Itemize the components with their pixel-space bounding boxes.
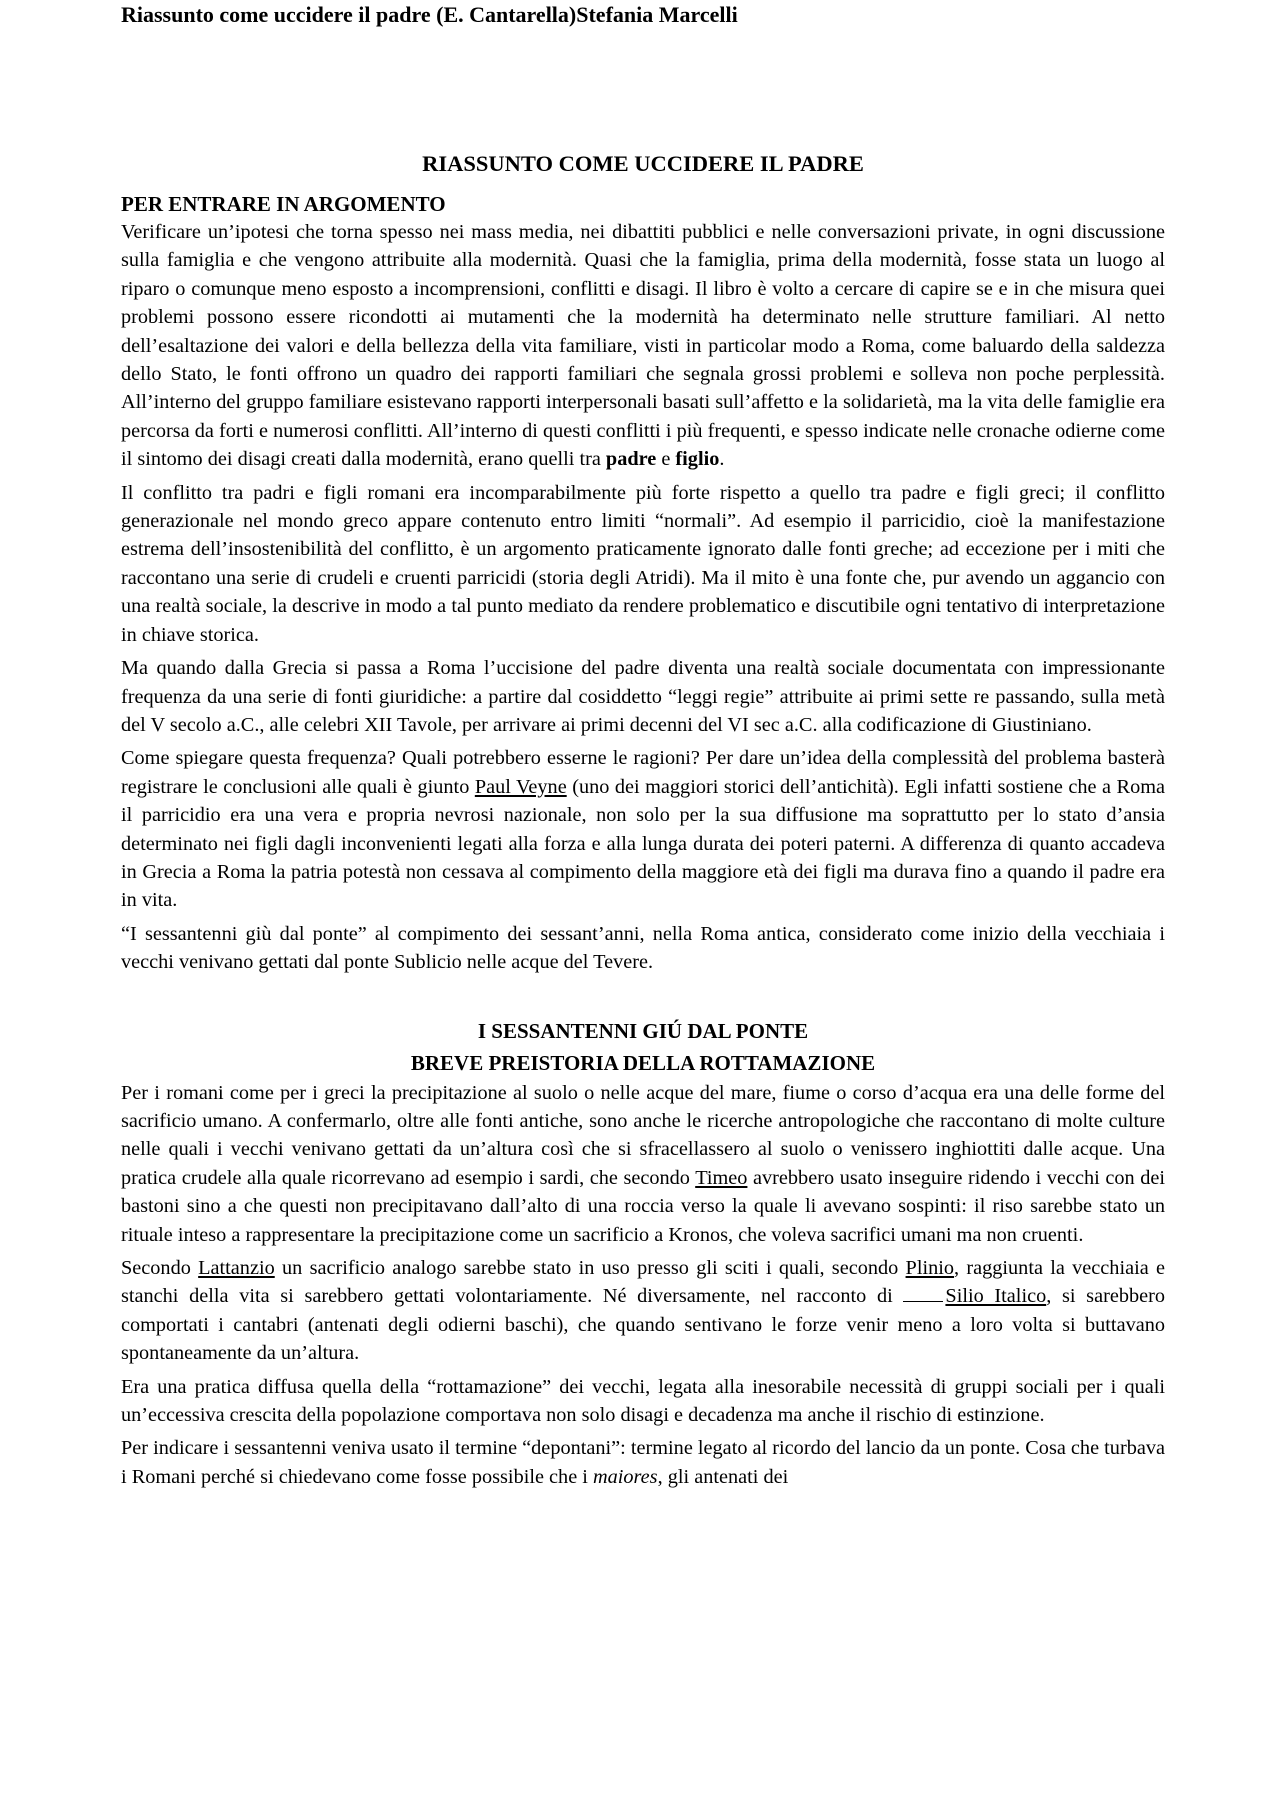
bold-term: figlio — [675, 448, 720, 471]
paragraph — [121, 1434, 1165, 1491]
paragraph-text: avrebbero usato inseguire ridendo i vecchi con dei bastoni sino a che questi non precipitavano dall’alto di una roccia verso la quale li avevano sospinti: il riso sarebbe stato un rituale inteso a rappresentare la precipitazione come un sacrificio a Kronos, che voleva sacrifici umani ma non cruenti. — [121, 1166, 1166, 1246]
author-link-timeo[interactable]: Timeo — [695, 1166, 748, 1189]
author-link-plinio[interactable]: Plinio — [905, 1257, 955, 1279]
paragraph: Il conflitto tra padri e figli romani era incomparabilmente più forte rispetto a quello tra padre e figli greci; il conflitto generazionale nel mondo greco appare contenuto entro limiti “normali”. Ad esempio il parricidio, cioè la manifestazione estrema dell’insostenibilità del conflitto, è un argomento praticamente ignorato dalle fonti greche; ad eccezione per i miti che raccontano una serie di crudeli e cruenti parricidi (storia degli Atridi). Ma il mito è una fonte che, pur avendo un aggancio con una realtà sociale, la descrive in modo a tal punto mediato da rendere problematico e discutibile ogni tentativo di interpretazione in chiave storica. — [121, 481, 1165, 646]
paragraph-text: un sacrificio analogo sarebbe stato in uso presso gli sciti i quali, secondo — [274, 1257, 906, 1279]
paragraph-text: (uno dei maggiori storici dell’antichità). Egli infatti sostiene che a Roma il parricidio era una vera e propria nevrosi nazionale, non solo per la sua diffusione ma soprattutto per lo stato d’ansia determinato nei figli dagli inconvenienti legati alla forza e alla lunga durata dei poteri paterni. A differenza di quanto accadeva in Grecia a Roma la patria potestà non cessava al compimento della maggiore età dei figli ma durava fino a quando il padre era in vita. — [121, 775, 1165, 912]
paragraph — [121, 218, 1165, 474]
paragraph-text: Verificare un’ipotesi che torna spesso nei mass media, nei dibattiti pubblici e nelle conversazioni private, in ogni discussione sulla famiglia e che vengono attribuite alla modernità. Quasi che la famiglia, prima della modernità, fosse stata un luogo al riparo o comunque meno esposto a incomprensioni, conflitti e disagi. Il libro è volto a cercare di capire se e in che misura quei problemi possono essere ricondotti ai mutamenti che la modernità ha determinato nelle strutture familiari. Al netto dell’esaltazione dei valori e della bellezza della vita familiare, visti in particolar modo a Roma, come baluardo della saldezza dello Stato, le fonti offrono un quadro dei rapporti familiari che segnala grossi problemi e solleva non poche perplessità. All’interno del gruppo familiare esistevano rapporti interpersonali basati sull’affetto e la solidarietà, ma la vita delle famiglie era percorsa da forti e numerosi conflitti. All’interno di questi conflitti i più frequenti, e spesso indicate nelle cronache odierne come il sintomo dei disagi creati dalla modernità, erano quelli tra — [121, 221, 1165, 471]
paragraph-text: Per indicare i sessantenni veniva usato il termine “depontani”: termine legato al ricordo del lancio da un ponte. Cosa che turbava i Romani perché si chiedevano come fosse possibile che i — [121, 1437, 1165, 1488]
italic-term: maiores — [592, 1465, 658, 1488]
section-heading-sessantenni: I SESSANTENNI GIÚ DAL PONTE — [477, 1018, 809, 1043]
paragraph — [121, 744, 1165, 914]
paragraph: Ma quando dalla Grecia si passa a Roma l’uccisione del padre diventa una realtà sociale documentata con impressionante frequenza da una serie di fonti giuridiche: a partire dal cosiddetto “leggi regie” attribuite ai primi sette re passando, sulla metà del V secolo a.C., alle celebri XII Tavole, per arrivare ai primi decenni del VI sec a.C. alla codificazione di Giustiniano. — [121, 657, 1165, 736]
underline-blank — [903, 1283, 943, 1302]
document-body — [121, 150, 1165, 1496]
paragraph-text: , gli antenati dei — [657, 1465, 789, 1488]
paragraph — [121, 1254, 1165, 1368]
author-link-paul-veyne[interactable]: Paul Veyne — [474, 775, 567, 798]
paragraph-text: e — [656, 448, 676, 471]
bold-term: padre — [605, 448, 657, 471]
document-header: Riassunto come uccidere il padre (E. Cantarella)Stefania Marcelli — [121, 2, 738, 27]
author-link-lattanzio[interactable]: Lattanzio — [198, 1257, 275, 1279]
paragraph: Era una pratica diffusa quella della “rottamazione” dei vecchi, legata alla inesorabile necessità di gruppi sociali per i quali un’eccessiva crescita della popolazione comportava non solo disagi e decadenza ma anche il rischio di estinzione. — [121, 1375, 1165, 1427]
paragraph-text: Come spiegare questa frequenza? Quali potrebbero esserne le ragioni? Per dare un’idea della complessità del problema basterà registrare le conclusioni alle quali è giunto — [121, 747, 1165, 798]
paragraph: “I sessantenni giù dal ponte” al compimento dei sessant’anni, nella Roma antica, considerato come inizio della vecchiaia i vecchi venivano gettati dal ponte Sublicio nelle acque del Tevere. — [121, 922, 1165, 974]
section-subheading-rottamazione: BREVE PREISTORIA DELLA ROTTAMAZIONE — [410, 1050, 876, 1075]
paragraph-text: Secondo — [121, 1257, 199, 1279]
paragraph-text: , raggiunta la vecchiaia e stanchi della vita si sarebbero gettati volontariamente. Né diversamente, nel racconto di — [121, 1257, 1166, 1308]
paragraph-text: , si sarebbero comportati i cantabri (antenati degli odierni baschi), che quando sentivano le forze venir meno a loro volta si buttavano spontaneamente da un’altura. — [121, 1285, 1166, 1365]
section-heading-per-entrare: PER ENTRARE IN ARGOMENTO — [121, 192, 446, 216]
paragraph — [121, 1079, 1165, 1249]
paragraph-text: . — [719, 448, 725, 471]
paragraph-text: Per i romani come per i greci la precipitazione al suolo o nelle acque del mare, fiume o corso d’acqua era una delle forme del sacrificio umano. A confermarlo, oltre alle fonti antiche, sono anche le ricerche antropologiche che raccontano di molte culture nelle quali i vecchi venivano gettati da un’altura così che si sfracellassero al suolo o venissero inghiottiti dalle acque. Una pratica crudele alla quale ricorrevano ad esempio i sardi, che secondo — [121, 1081, 1165, 1189]
author-link-silio-italico[interactable]: Silio Italico — [945, 1285, 1047, 1308]
document-title: RIASSUNTO COME UCCIDERE IL PADRE — [422, 151, 864, 176]
